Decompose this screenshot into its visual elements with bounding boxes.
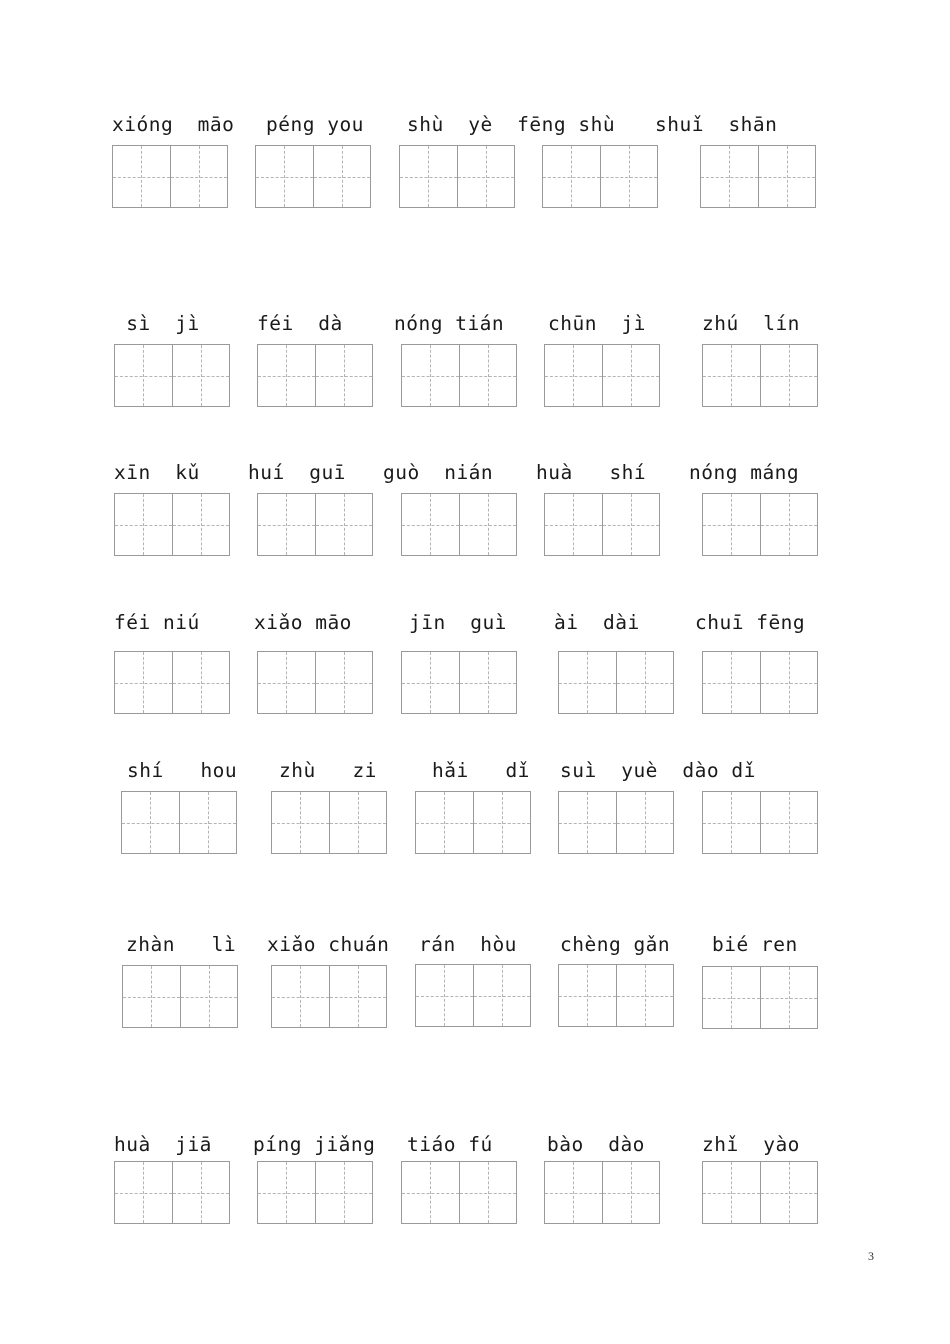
pinyin-label: shù yè fēng shù bbox=[407, 113, 616, 136]
character-cell[interactable] bbox=[258, 1162, 315, 1223]
character-cell[interactable] bbox=[402, 1162, 459, 1223]
character-grid[interactable] bbox=[544, 344, 660, 407]
word-box bbox=[536, 461, 662, 561]
character-cell[interactable] bbox=[113, 146, 170, 207]
pinyin-label: huà jiā bbox=[114, 1133, 212, 1156]
word-row-4 bbox=[0, 611, 950, 711]
word-box bbox=[114, 312, 232, 412]
character-cell[interactable] bbox=[600, 146, 658, 207]
character-cell[interactable] bbox=[313, 146, 371, 207]
character-grid[interactable] bbox=[702, 791, 818, 854]
character-cell[interactable] bbox=[115, 494, 172, 555]
character-cell[interactable] bbox=[559, 965, 616, 1026]
character-cell[interactable] bbox=[115, 652, 172, 713]
word-box bbox=[267, 933, 390, 1033]
pinyin-label bbox=[542, 113, 660, 137]
character-cell[interactable] bbox=[258, 494, 315, 555]
character-cell[interactable] bbox=[402, 345, 459, 406]
character-cell[interactable] bbox=[315, 1162, 373, 1223]
pinyin-label: píng jiǎng bbox=[253, 1133, 376, 1156]
character-cell[interactable] bbox=[123, 966, 180, 1027]
character-grid[interactable] bbox=[702, 493, 818, 556]
character-grid[interactable] bbox=[401, 344, 517, 407]
character-cell[interactable] bbox=[703, 494, 760, 555]
character-cell[interactable] bbox=[760, 345, 818, 406]
character-grid[interactable] bbox=[257, 651, 373, 714]
character-cell[interactable] bbox=[459, 652, 517, 713]
character-grid[interactable] bbox=[702, 1161, 818, 1224]
character-grid[interactable] bbox=[114, 1161, 230, 1224]
character-cell[interactable] bbox=[272, 966, 329, 1027]
word-box bbox=[401, 611, 519, 711]
pinyin-label: chuī fēng bbox=[695, 611, 806, 634]
word-box bbox=[544, 312, 662, 412]
character-grid[interactable] bbox=[558, 964, 674, 1027]
word-box bbox=[401, 1133, 519, 1233]
character-cell[interactable] bbox=[115, 345, 172, 406]
character-cell[interactable] bbox=[602, 345, 660, 406]
word-box bbox=[702, 312, 820, 412]
character-cell[interactable] bbox=[760, 967, 818, 1028]
pinyin-label: guò nián bbox=[383, 461, 494, 484]
word-box bbox=[114, 1133, 232, 1233]
pinyin-label: zhú lín bbox=[702, 312, 800, 335]
word-box bbox=[253, 1133, 376, 1233]
character-cell[interactable] bbox=[473, 792, 531, 853]
character-cell[interactable] bbox=[402, 494, 459, 555]
character-cell[interactable] bbox=[459, 494, 517, 555]
character-cell[interactable] bbox=[459, 345, 517, 406]
pinyin-label: zhù zi bbox=[279, 759, 377, 782]
character-grid[interactable] bbox=[401, 651, 517, 714]
word-box bbox=[415, 759, 533, 859]
character-cell[interactable] bbox=[172, 652, 230, 713]
word-box bbox=[255, 113, 373, 213]
character-grid[interactable] bbox=[122, 965, 238, 1028]
word-box bbox=[121, 759, 239, 859]
character-grid[interactable] bbox=[255, 145, 371, 208]
character-grid[interactable] bbox=[558, 791, 674, 854]
pinyin-label: bào dào bbox=[547, 1133, 645, 1156]
character-cell[interactable] bbox=[180, 966, 238, 1027]
pinyin-label: huà shí bbox=[536, 461, 647, 484]
character-grid[interactable] bbox=[257, 344, 373, 407]
character-grid[interactable] bbox=[702, 344, 818, 407]
pinyin-label: péng you bbox=[266, 113, 364, 136]
character-grid[interactable] bbox=[542, 145, 658, 208]
character-cell[interactable] bbox=[473, 965, 531, 1026]
pinyin-label: nóng tián bbox=[394, 312, 505, 335]
pinyin-label: xīn kǔ bbox=[114, 461, 200, 484]
word-row-7 bbox=[0, 1133, 950, 1233]
character-cell[interactable] bbox=[760, 792, 818, 853]
word-row-3 bbox=[0, 461, 950, 561]
character-cell[interactable] bbox=[616, 652, 674, 713]
word-box bbox=[383, 461, 519, 561]
pinyin-label: sì jì bbox=[114, 312, 200, 335]
character-cell[interactable] bbox=[545, 1162, 602, 1223]
character-grid[interactable] bbox=[544, 1161, 660, 1224]
character-cell[interactable] bbox=[616, 792, 674, 853]
word-box bbox=[254, 611, 375, 711]
word-box bbox=[689, 461, 820, 561]
character-cell[interactable] bbox=[402, 652, 459, 713]
character-cell[interactable] bbox=[559, 652, 616, 713]
pinyin-label: tiáo fú bbox=[407, 1133, 493, 1156]
character-cell[interactable] bbox=[315, 345, 373, 406]
pinyin-label: zhàn lì bbox=[126, 933, 237, 956]
character-grid[interactable] bbox=[114, 651, 230, 714]
word-box bbox=[558, 933, 676, 1033]
word-box bbox=[248, 461, 375, 561]
pinyin-label: suì yuè dào dǐ bbox=[560, 759, 756, 782]
character-cell[interactable] bbox=[703, 652, 760, 713]
character-cell[interactable] bbox=[703, 1162, 760, 1223]
pinyin-label: xiǎo māo bbox=[254, 611, 352, 634]
character-grid[interactable] bbox=[415, 791, 531, 854]
character-cell[interactable] bbox=[416, 792, 473, 853]
pinyin-label: féi dà bbox=[257, 312, 343, 335]
character-cell[interactable] bbox=[703, 345, 760, 406]
word-box bbox=[257, 312, 375, 412]
character-cell[interactable] bbox=[115, 1162, 172, 1223]
pinyin-label: chèng gǎn bbox=[560, 933, 671, 956]
pinyin-label: zhǐ yào bbox=[702, 1133, 800, 1156]
word-box bbox=[544, 1133, 662, 1233]
character-cell[interactable] bbox=[545, 494, 602, 555]
character-grid[interactable] bbox=[702, 651, 818, 714]
character-cell[interactable] bbox=[179, 792, 237, 853]
pinyin-label: féi niú bbox=[114, 611, 200, 634]
word-box bbox=[702, 933, 820, 1033]
character-grid[interactable] bbox=[401, 493, 517, 556]
character-cell[interactable] bbox=[122, 792, 179, 853]
character-cell[interactable] bbox=[315, 494, 373, 555]
character-cell[interactable] bbox=[559, 792, 616, 853]
word-box bbox=[399, 113, 616, 213]
character-cell[interactable] bbox=[543, 146, 600, 207]
character-grid[interactable] bbox=[401, 1161, 517, 1224]
character-grid[interactable] bbox=[558, 651, 674, 714]
character-cell[interactable] bbox=[602, 1162, 660, 1223]
character-cell[interactable] bbox=[703, 967, 760, 1028]
character-cell[interactable] bbox=[616, 965, 674, 1026]
character-cell[interactable] bbox=[760, 652, 818, 713]
pinyin-label: xiǎo chuán bbox=[267, 933, 390, 956]
character-cell[interactable] bbox=[760, 494, 818, 555]
character-cell[interactable] bbox=[602, 494, 660, 555]
character-cell[interactable] bbox=[258, 652, 315, 713]
pinyin-label: huí guī bbox=[248, 461, 346, 484]
character-cell[interactable] bbox=[172, 345, 230, 406]
character-grid[interactable] bbox=[114, 344, 230, 407]
pinyin-label: jīn guì bbox=[409, 611, 507, 634]
character-cell[interactable] bbox=[329, 792, 387, 853]
pinyin-label: rán hòu bbox=[419, 933, 517, 956]
character-grid[interactable] bbox=[271, 791, 387, 854]
page-number: 3 bbox=[868, 1249, 874, 1263]
pinyin-label: chūn jì bbox=[548, 312, 646, 335]
word-box bbox=[554, 611, 676, 711]
character-cell[interactable] bbox=[416, 965, 473, 1026]
character-cell[interactable] bbox=[172, 494, 230, 555]
character-cell[interactable] bbox=[703, 792, 760, 853]
character-cell[interactable] bbox=[701, 146, 758, 207]
pinyin-label bbox=[702, 759, 820, 783]
word-box bbox=[114, 461, 232, 561]
character-cell[interactable] bbox=[760, 1162, 818, 1223]
word-box bbox=[542, 113, 660, 213]
character-grid[interactable] bbox=[399, 145, 515, 208]
character-grid[interactable] bbox=[112, 145, 228, 208]
character-grid[interactable] bbox=[702, 966, 818, 1029]
character-cell[interactable] bbox=[258, 345, 315, 406]
pinyin-label: bié ren bbox=[712, 933, 798, 956]
word-box bbox=[558, 759, 756, 859]
word-box bbox=[702, 759, 820, 859]
word-box bbox=[695, 611, 820, 711]
character-grid[interactable] bbox=[415, 964, 531, 1027]
character-grid[interactable] bbox=[271, 965, 387, 1028]
character-cell[interactable] bbox=[459, 1162, 517, 1223]
character-cell[interactable] bbox=[170, 146, 228, 207]
word-box bbox=[415, 933, 533, 1033]
pinyin-label: shí hou bbox=[127, 759, 238, 782]
word-box bbox=[271, 759, 389, 859]
word-row-2 bbox=[0, 312, 950, 412]
character-cell[interactable] bbox=[315, 652, 373, 713]
character-cell[interactable] bbox=[758, 146, 816, 207]
character-grid[interactable] bbox=[114, 493, 230, 556]
pinyin-label: shuǐ shān bbox=[655, 113, 778, 136]
pinyin-label: nóng máng bbox=[689, 461, 800, 484]
word-row-1 bbox=[0, 113, 950, 213]
character-cell[interactable] bbox=[400, 146, 457, 207]
word-row-5 bbox=[0, 759, 950, 859]
character-grid[interactable] bbox=[700, 145, 816, 208]
word-box bbox=[122, 933, 240, 1033]
character-cell[interactable] bbox=[172, 1162, 230, 1223]
word-box bbox=[112, 113, 235, 213]
character-cell[interactable] bbox=[256, 146, 313, 207]
word-box bbox=[114, 611, 232, 711]
character-grid[interactable] bbox=[121, 791, 237, 854]
character-cell[interactable] bbox=[329, 966, 387, 1027]
pinyin-label: ài dài bbox=[554, 611, 640, 634]
character-grid[interactable] bbox=[257, 1161, 373, 1224]
pinyin-label: xióng māo bbox=[112, 113, 235, 136]
word-box bbox=[394, 312, 519, 412]
character-grid[interactable] bbox=[257, 493, 373, 556]
character-cell[interactable] bbox=[272, 792, 329, 853]
word-box bbox=[702, 1133, 820, 1233]
word-box bbox=[655, 113, 818, 213]
character-grid[interactable] bbox=[544, 493, 660, 556]
character-cell[interactable] bbox=[457, 146, 515, 207]
pinyin-label: hǎi dǐ bbox=[432, 759, 530, 782]
word-row-6 bbox=[0, 933, 950, 1033]
character-cell[interactable] bbox=[545, 345, 602, 406]
